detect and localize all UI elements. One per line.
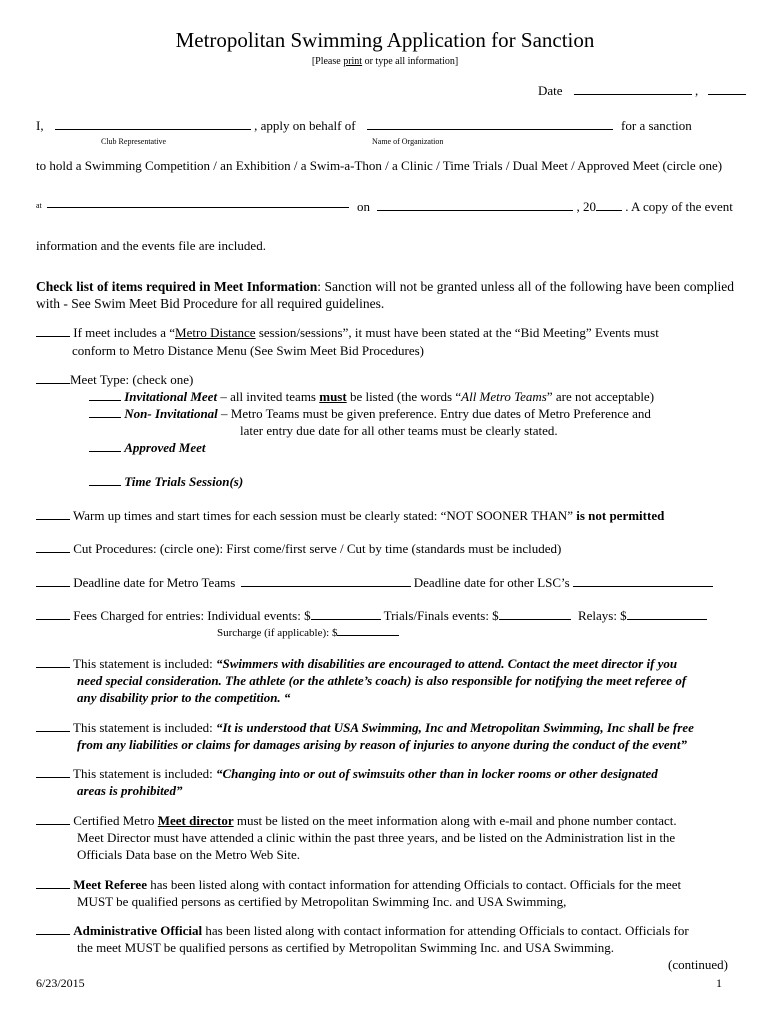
location-field[interactable]	[47, 197, 349, 208]
cut-check[interactable]	[36, 542, 70, 553]
referee-text-c: MUST be qualified persons as certified by Metropolitan Swimming Inc. and USA Swimming,	[77, 894, 567, 909]
fees-trials-field[interactable]	[499, 609, 571, 620]
surcharge-row	[217, 625, 399, 639]
page-title: Metropolitan Swimming Application for Sanction	[175, 28, 595, 52]
invitational-item	[89, 389, 654, 405]
year-field[interactable]	[708, 84, 746, 95]
i-label: I,	[36, 118, 44, 133]
non-invitational-check[interactable]	[89, 407, 121, 418]
club-representative-field[interactable]	[55, 119, 251, 130]
event-year-field[interactable]	[596, 200, 622, 211]
date-field[interactable]	[574, 84, 692, 95]
event-date-field[interactable]	[377, 200, 573, 211]
on-label: on	[357, 199, 370, 214]
metro-distance-text-c: conform to Metro Distance Menu (See Swim Meet Bid Procedures)	[72, 343, 425, 358]
admin-item	[36, 923, 689, 939]
deadline-other-field[interactable]	[573, 576, 713, 587]
admin-bold: Administrative Official	[73, 923, 203, 938]
referee-check[interactable]	[36, 878, 70, 889]
statement-1-text-c: any disability prior to the competition. “	[77, 690, 291, 705]
meet-type-label: Meet Type: (check one)	[70, 372, 194, 387]
time-trials-check[interactable]	[89, 475, 121, 486]
metro-distance-text-b: session/sessions”, it must have been stated at the “Bid Meeting” Events must	[255, 325, 659, 340]
warmup-not-permitted: is not permitted	[576, 508, 665, 523]
admin-text-b: has been listed along with contact information for attending Officials to contact. Officials for	[202, 923, 689, 938]
admin-text-c: the meet MUST be qualified persons as certified by Metropolitan Swimming Inc. and USA Swimming.	[77, 940, 615, 955]
fees-relays-field[interactable]	[627, 609, 707, 620]
subtitle-post: or type all information]	[362, 56, 459, 67]
statement-3-item	[36, 766, 658, 782]
deadline-metro-field[interactable]	[241, 576, 411, 587]
apply-label: , apply on behalf of	[254, 118, 356, 133]
warmup-text: Warm up times and start times for each session must be clearly stated: “NOT SOONER THAN”	[70, 508, 577, 523]
invitational-check[interactable]	[89, 390, 121, 401]
director-text-a: Certified Metro	[70, 813, 158, 828]
warmup-item	[36, 508, 664, 524]
subtitle-print: print	[343, 56, 363, 67]
on-row	[357, 199, 733, 215]
director-check[interactable]	[36, 814, 70, 825]
at-label: at	[36, 201, 42, 210]
checklist-heading: Check list of items required in Meet Information	[36, 279, 318, 294]
statement-1-item	[36, 656, 677, 672]
statement-2-text-b: from any liabilities or claims for damages arising by reason of injuries to anyone during the conduct of the event”	[77, 737, 687, 752]
cut-text: Cut Procedures: (circle one): First come/first serve / Cut by time (standards must be included)	[70, 541, 562, 556]
sanction-label: for a sanction	[621, 118, 692, 133]
copy-label: . A copy of the event	[625, 199, 733, 214]
metro-distance-underlined: Metro Distance	[175, 325, 256, 340]
organization-field[interactable]	[367, 119, 613, 130]
club-rep-caption: Club Representative	[101, 137, 167, 146]
date-comma: ,	[695, 83, 699, 98]
approved-label: Approved Meet	[124, 440, 206, 455]
director-text-d: Meet Director must have attended a clinic within the past three years, and be listed on the Administration list in the	[77, 830, 676, 845]
statement-3-text-b: areas is prohibited”	[77, 783, 183, 798]
warmup-check[interactable]	[36, 509, 70, 520]
non-invitational-label: Non- Invitational	[124, 406, 218, 421]
director-bold: Meet director	[157, 813, 234, 828]
continued-label: (continued)	[668, 957, 728, 972]
referee-item	[36, 877, 681, 893]
page-subtitle	[0, 56, 770, 67]
date-row	[538, 83, 746, 99]
metro-distance-check[interactable]	[36, 326, 70, 337]
statement-1-label: This statement is included:	[70, 656, 216, 671]
surcharge-label: Surcharge (if applicable): $	[217, 627, 338, 639]
invitational-text-b: be listed (the words “	[346, 389, 462, 404]
non-invitational-item	[89, 406, 651, 422]
time-trials-label: Time Trials Session(s)	[124, 474, 244, 489]
checklist-intro	[36, 278, 734, 312]
rep-row	[36, 118, 692, 134]
surcharge-field[interactable]	[337, 625, 399, 636]
approved-check[interactable]	[89, 441, 121, 452]
checklist-rest: : Sanction will not be granted unless all of the following have been complied with - See Swim Meet Bid Procedure for all required guidelines.	[36, 279, 734, 311]
fees-trials-label: Trials/Finals events: $	[383, 608, 499, 623]
statement-2-check[interactable]	[36, 721, 70, 732]
subtitle-pre: [Please	[311, 56, 344, 67]
fees-individual-label: Fees Charged for entries: Individual events: $	[70, 608, 311, 623]
comma-20-label: , 20	[576, 199, 596, 214]
invitational-text-c: ” are not acceptable)	[546, 389, 655, 404]
time-trials-item	[89, 474, 243, 490]
footer-date: 6/23/2015	[36, 976, 85, 990]
approved-item	[89, 440, 205, 456]
referee-text-b: has been listed along with contact information for attending Officials to contact. Officials for the meet	[146, 877, 682, 892]
statement-2-text-a: “It is understood that USA Swimming, Inc and Metropolitan Swimming, Inc shall be free	[216, 720, 694, 735]
statement-1-check[interactable]	[36, 657, 70, 668]
non-invitational-text-b: later entry due date for all other teams must be clearly stated.	[240, 423, 558, 438]
statement-1-text-a: “Swimmers with disabilities are encouraged to attend. Contact the meet director if you	[216, 656, 678, 671]
statement-2-item	[36, 720, 694, 736]
deadline-check[interactable]	[36, 576, 70, 587]
metro-distance-text-a: If meet includes a “	[70, 325, 176, 340]
director-text-c: must be listed on the meet information along with e-mail and phone number contact.	[233, 813, 677, 828]
invitational-text-a: – all invited teams	[217, 389, 320, 404]
fees-relays-label: Relays: $	[577, 608, 627, 623]
fees-item	[36, 608, 707, 624]
info-line: information and the events file are included.	[36, 238, 266, 253]
event-type-line: to hold a Swimming Competition / an Exhibition / a Swim-a-Thon / a Clinic / Time Trials / Dual Meet / Approved Meet (circle one)	[36, 158, 723, 173]
admin-check[interactable]	[36, 924, 70, 935]
non-invitational-text-a: – Metro Teams must be given preference. Entry due dates of Metro Preference and	[217, 406, 651, 421]
referee-bold: Meet Referee	[73, 877, 147, 892]
meet-type-item	[36, 372, 193, 388]
director-item	[36, 813, 677, 829]
at-row	[36, 196, 349, 212]
deadline-metro-label: Deadline date for Metro Teams	[70, 575, 236, 590]
deadline-item	[36, 575, 713, 591]
statement-3-check[interactable]	[36, 767, 70, 778]
fees-check[interactable]	[36, 609, 70, 620]
page-number: 1	[716, 976, 722, 990]
metro-distance-item	[36, 325, 659, 341]
cut-item	[36, 541, 561, 557]
statement-3-label: This statement is included:	[70, 766, 216, 781]
director-text-e: Officials Data base on the Metro Web Site.	[77, 847, 301, 862]
meet-type-check[interactable]	[36, 373, 70, 384]
invitational-must: must	[319, 389, 347, 404]
statement-1-text-b: need special consideration. The athlete (or the athlete’s coach) is also responsible for notifying the meet referee of	[77, 673, 687, 688]
statement-3-text-a: “Changing into or out of swimsuits other than in locker rooms or other designated	[216, 766, 658, 781]
invitational-italic: All Metro Teams	[461, 389, 547, 404]
statement-2-label: This statement is included:	[70, 720, 216, 735]
org-caption: Name of Organization	[372, 137, 444, 146]
invitational-label: Invitational Meet	[124, 389, 218, 404]
fees-individual-field[interactable]	[311, 609, 381, 620]
deadline-other-label: Deadline date for other LSC’s	[413, 575, 570, 590]
date-label: Date	[538, 83, 563, 98]
